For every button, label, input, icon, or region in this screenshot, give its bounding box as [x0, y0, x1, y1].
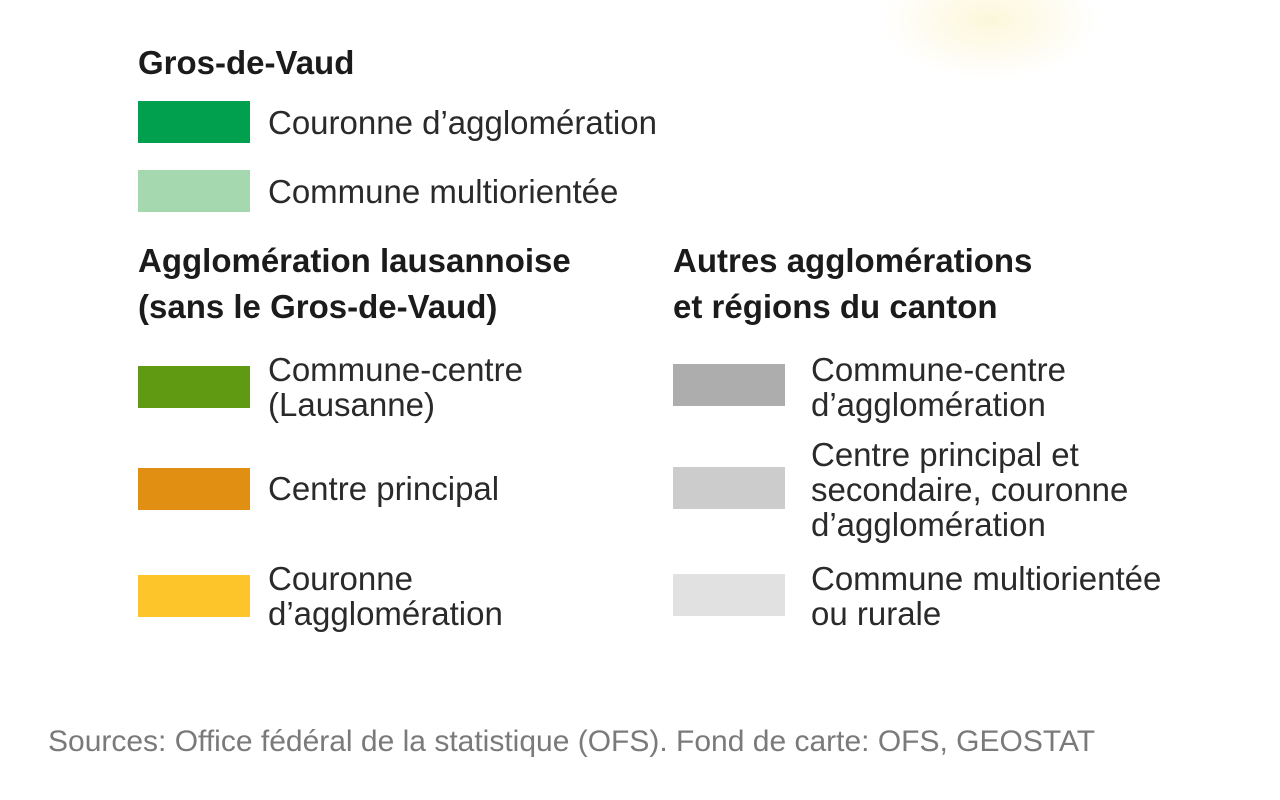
legend-label-lausanne-commune-centre: Commune-centre (Lausanne)	[268, 351, 523, 423]
swatch-lausanne-couronne	[138, 575, 250, 617]
legend-label-autres-commune-centre: Commune-centre d’agglomération	[811, 351, 1066, 423]
legend-label-lausanne-centre-principal: Centre principal	[268, 470, 500, 507]
swatch-autres-multiorientee	[673, 574, 785, 616]
swatch-lausanne-commune-centre	[138, 366, 250, 408]
source-note: Sources: Office fédéral de la statistique (OFS). Fond de carte: OFS, GEOSTAT	[48, 725, 1096, 758]
legend-heading-autres: Autres agglomérations et régions du canton	[673, 242, 1033, 325]
swatch-gros-de-vaud-multiorientee	[138, 170, 250, 212]
swatch-autres-commune-centre	[673, 364, 785, 406]
legend-label-lausanne-couronne: Couronne d’agglomération	[268, 560, 503, 632]
legend-label-gros-de-vaud-multiorientee: Commune multiorientée	[268, 173, 619, 210]
legend-heading-gros-de-vaud: Gros-de-Vaud	[138, 44, 355, 81]
legend-label-autres-multiorientee: Commune multiorientée ou rurale	[811, 560, 1162, 632]
swatch-gros-de-vaud-couronne	[138, 101, 250, 143]
legend-heading-agglo-lausannoise: Agglomération lausannoise (sans le Gros-de-Vaud)	[138, 242, 571, 325]
background-highlight	[880, 0, 1100, 80]
legend-label-gros-de-vaud-couronne: Couronne d’agglomération	[268, 104, 657, 141]
legend-label-autres-centre-principal: Centre principal et secondaire, couronne d’agglomération	[811, 436, 1129, 543]
swatch-autres-centre-principal	[673, 467, 785, 509]
swatch-lausanne-centre-principal	[138, 468, 250, 510]
